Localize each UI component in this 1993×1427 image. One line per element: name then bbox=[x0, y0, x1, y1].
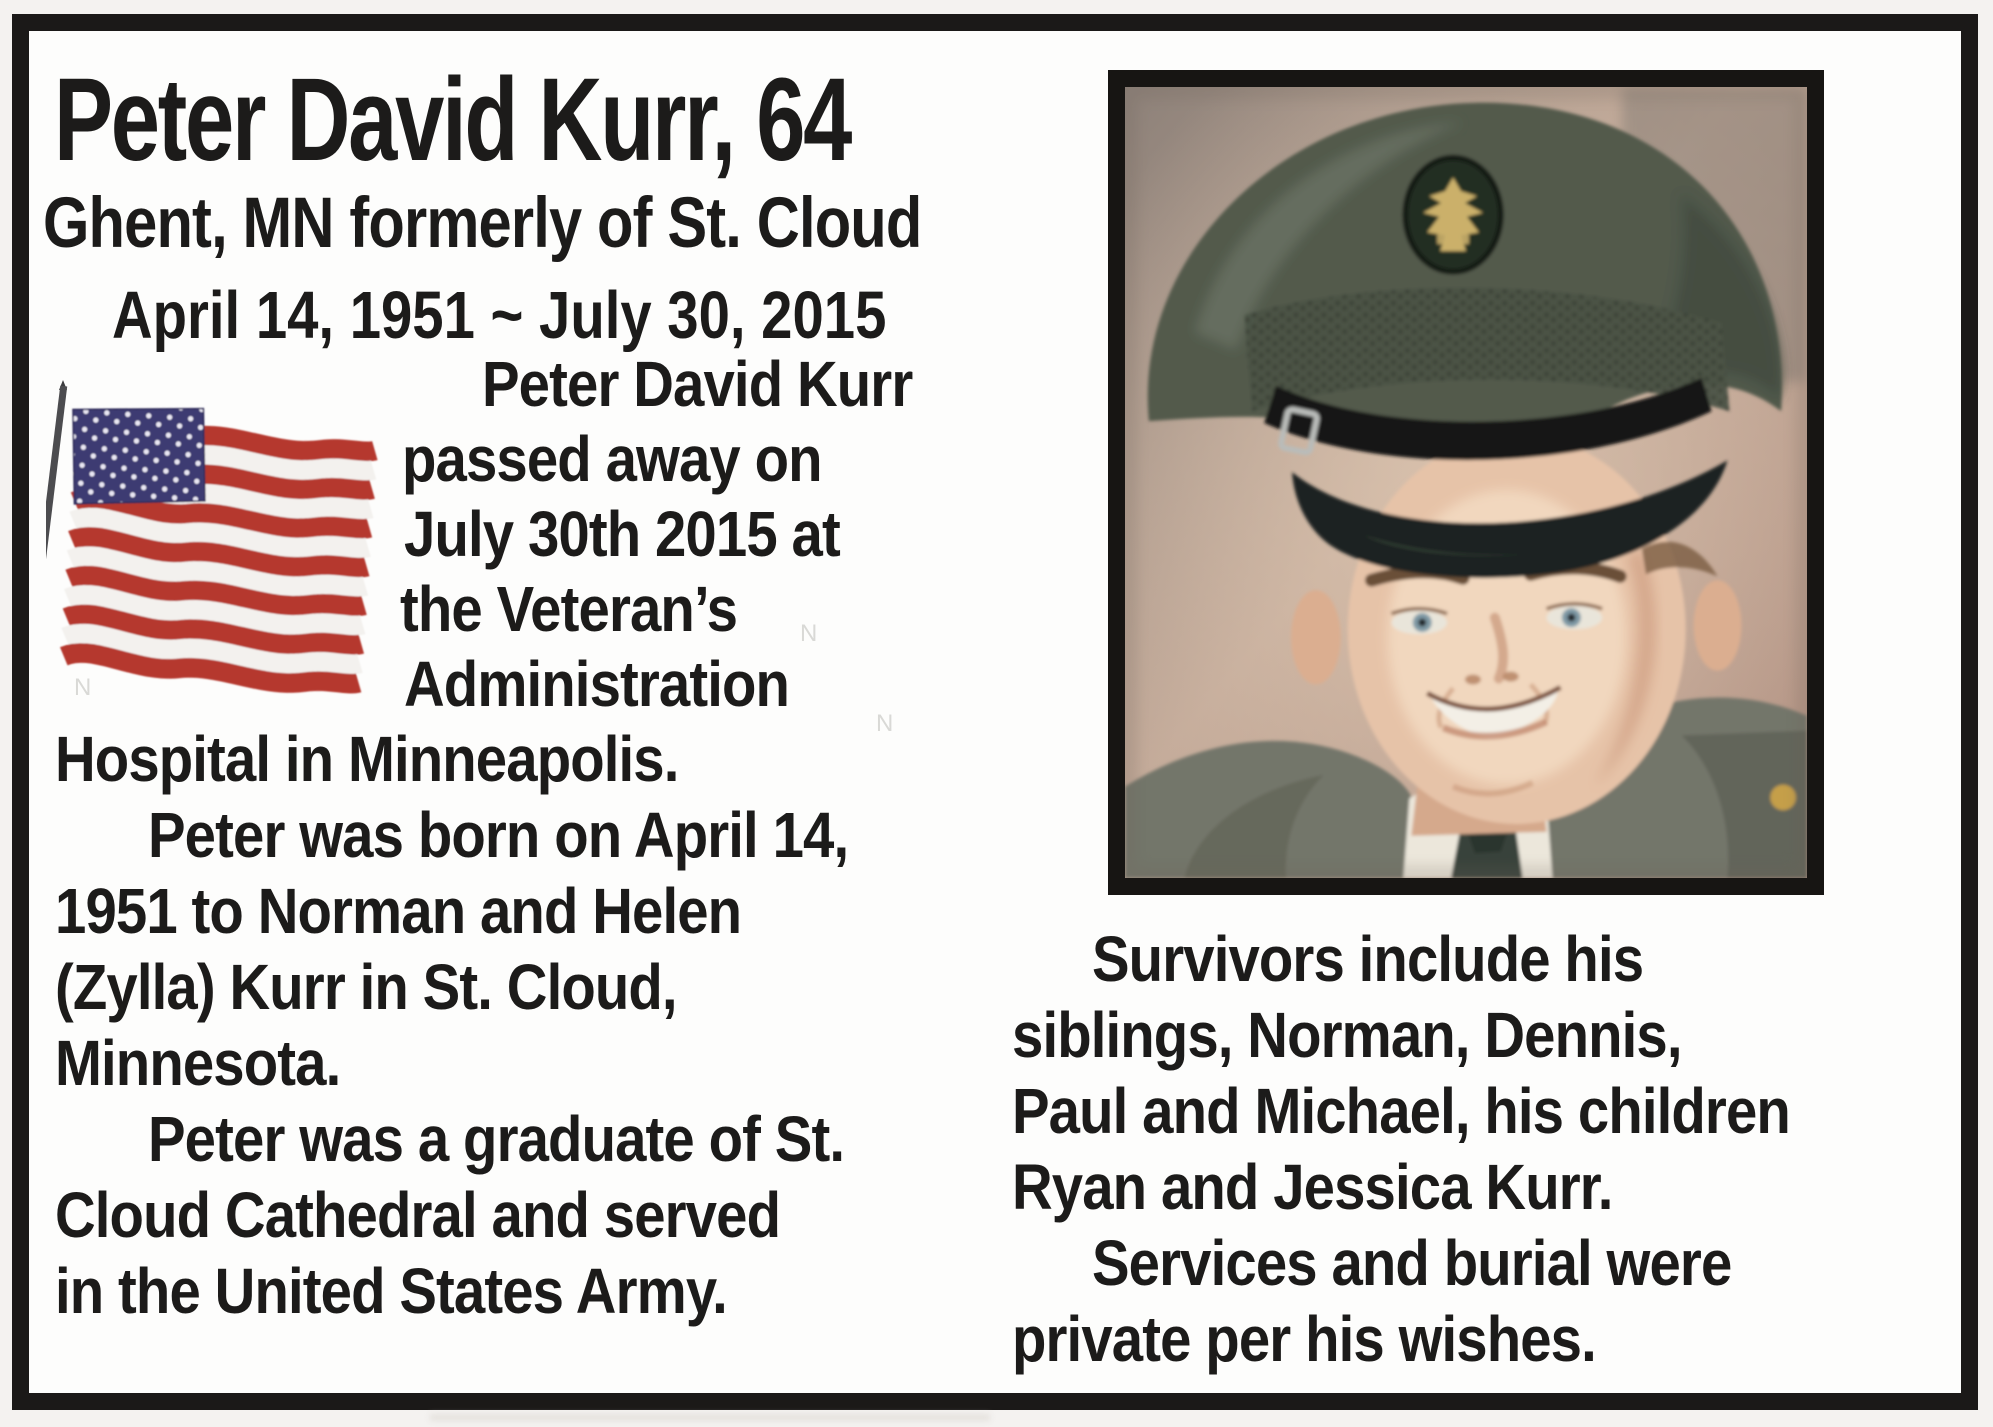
american-flag-icon bbox=[46, 380, 381, 710]
cap-badge-eagle-icon bbox=[1405, 158, 1500, 272]
scan-artifact bbox=[430, 1414, 990, 1421]
scan-watermark-n: N bbox=[74, 674, 92, 701]
left-column-line: Peter David Kurr bbox=[482, 348, 913, 420]
left-column-line: July 30th 2015 at bbox=[404, 498, 840, 570]
left-column-line: the Veteran’s bbox=[400, 573, 738, 645]
flag-pole bbox=[46, 380, 67, 708]
portrait-photo bbox=[1108, 70, 1824, 895]
obituary-title: Peter David Kurr, 64 bbox=[54, 54, 851, 186]
left-column-line: Hospital in Minneapolis. bbox=[55, 723, 679, 795]
scan-watermark-n: N bbox=[800, 620, 818, 647]
left-column-line: 1951 to Norman and Helen bbox=[55, 875, 742, 947]
right-column-line: Services and burial were bbox=[1092, 1227, 1732, 1299]
flag-canton bbox=[66, 400, 211, 513]
flag-stripes bbox=[55, 400, 377, 689]
obituary-date-range: April 14, 1951 ~ July 30, 2015 bbox=[112, 278, 887, 353]
left-column-line: Administration bbox=[404, 648, 790, 720]
left-column-line: Peter was born on April 14, bbox=[148, 799, 849, 871]
right-column-line: Survivors include his bbox=[1092, 923, 1644, 995]
right-column-line: Paul and Michael, his children bbox=[1012, 1075, 1790, 1147]
right-column-line: siblings, Norman, Dennis, bbox=[1012, 999, 1682, 1071]
obituary-subtitle: Ghent, MN formerly of St. Cloud bbox=[43, 184, 922, 263]
right-column-line: Ryan and Jessica Kurr. bbox=[1012, 1151, 1613, 1223]
left-column-line: passed away on bbox=[402, 423, 822, 495]
scan-watermark-n: N bbox=[876, 710, 894, 737]
left-column-line: in the United States Army. bbox=[55, 1255, 727, 1327]
jacket-button bbox=[1770, 785, 1796, 811]
portrait-face bbox=[1348, 435, 1686, 824]
left-column-line: Cloud Cathedral and served bbox=[55, 1179, 781, 1251]
right-column-line: private per his wishes. bbox=[1012, 1303, 1596, 1375]
left-column-line: (Zylla) Kurr in St. Cloud, bbox=[55, 951, 677, 1023]
left-column-line: Peter was a graduate of St. bbox=[148, 1103, 845, 1175]
left-column-line: Minnesota. bbox=[55, 1027, 341, 1099]
